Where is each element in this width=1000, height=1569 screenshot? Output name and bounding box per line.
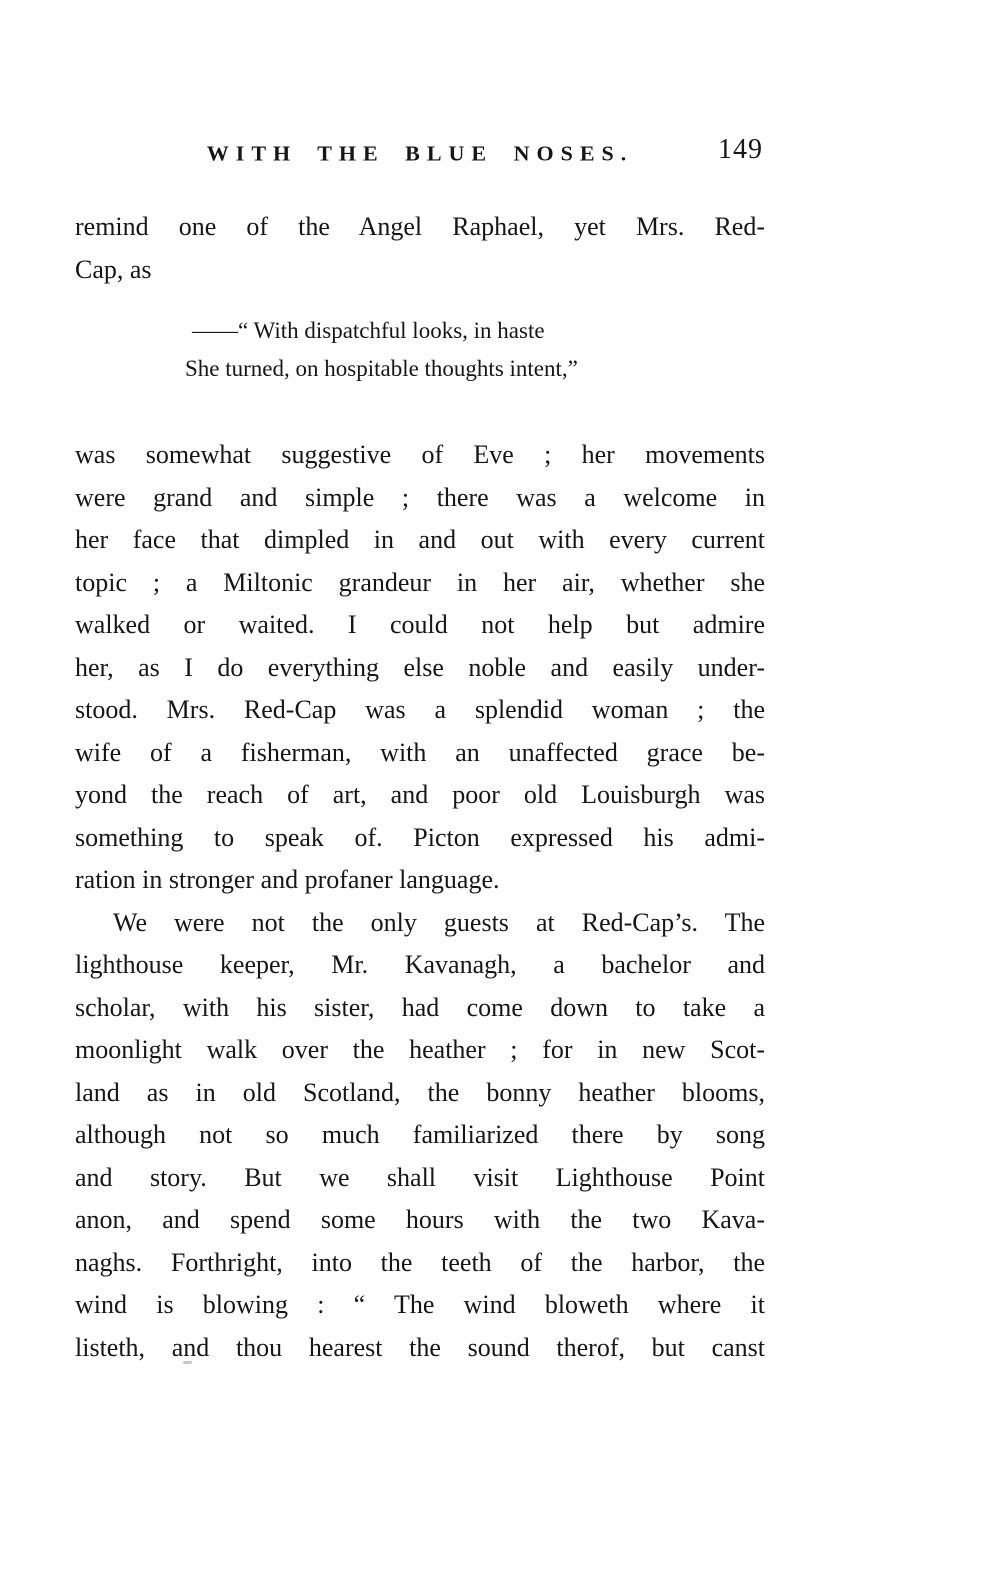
text-line: scholar, with his sister, had come down to take a [75,992,765,1022]
text-line: her face that dimpled in and out with every current [75,525,765,554]
text-line: listeth, and thou hearest the sound therof, but canst [75,1332,765,1362]
text-line: was somewhat suggestive of Eve ; her movements [75,440,765,469]
text-line: anon, and spend some hours with the two Kava- [75,1205,765,1234]
quote-line: ——“ With dispatchful looks, in haste [192,318,545,343]
text-line: topic ; a Miltonic grandeur in her air, whether she [75,567,765,597]
text-line: ration in stronger and profaner language. [75,865,500,894]
text-line: were grand and simple ; there was a welcome in [75,482,765,512]
scan-speck [183,1361,192,1364]
body-paragraph-guests [75,902,765,1370]
text-line: yond the reach of art, and poor old Louisburgh was [75,780,765,809]
text-line: We were not the only guests at Red-Cap’s. The [113,907,765,937]
text-line: lighthouse keeper, Mr. Kavanagh, a bachelor and [75,950,765,979]
text-line: something to speak of. Picton expressed his admi- [75,822,765,852]
body-paragraph-eve [75,434,765,902]
page-number: 149 [718,134,763,165]
verse-quote [75,312,765,387]
text-line: and story. But we shall visit Lighthouse Point [75,1162,765,1192]
text-line: wife of a fisherman, with an unaffected grace be- [75,737,765,767]
text-line: naghs. Forthright, into the teeth of the harbor, the [75,1247,765,1277]
opening-paragraph [75,206,765,291]
text-line: remind one of the Angel Raphael, yet Mrs. Red- [75,212,765,241]
text-line: her, as I do everything else noble and easily under- [75,652,765,682]
running-title: WITH THE BLUE NOSES. [206,141,634,166]
text-column [75,0,765,1369]
text-line: stood. Mrs. Red-Cap was a splendid woman ; the [75,695,765,724]
text-line: wind is blowing : “ The wind bloweth where it [75,1290,765,1319]
text-line: although not so much familiarized there by song [75,1120,765,1149]
text-line: land as in old Scotland, the bonny heather blooms, [75,1077,765,1107]
page-header [75,134,765,177]
text-line: moonlight walk over the heather ; for in new Scot- [75,1035,765,1064]
text-line: walked or waited. I could not help but admire [75,610,765,639]
quote-line: She turned, on hospitable thoughts intent,” [185,355,578,381]
text-line: Cap, as [75,254,152,284]
